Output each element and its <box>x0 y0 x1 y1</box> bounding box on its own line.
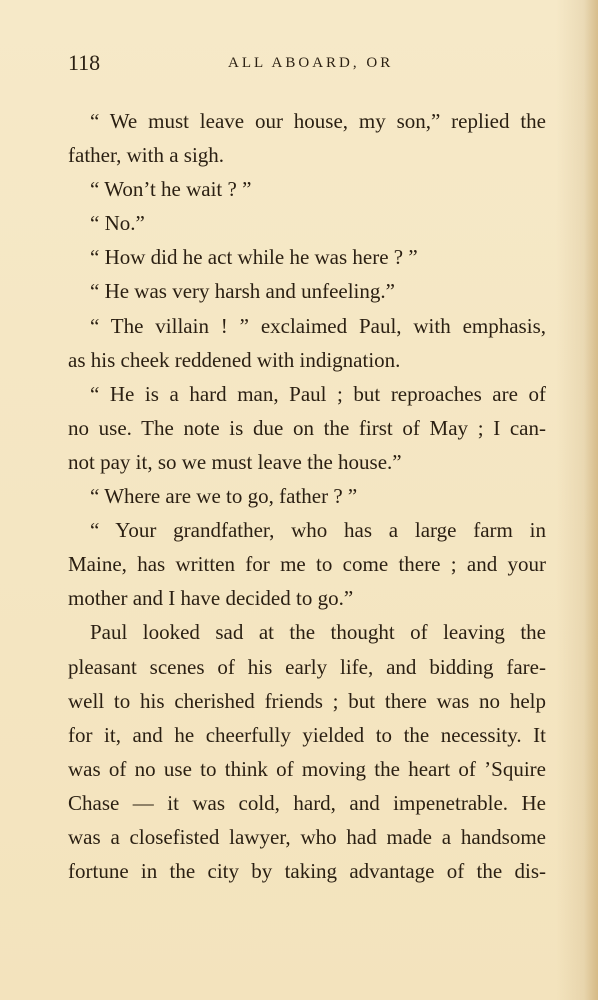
text-line: Maine, has written for me to come there ; and your <box>68 552 546 577</box>
text-line: “ The villain ! ” exclaimed Paul, with emphasis, <box>90 313 546 338</box>
text-line: “ He is a hard man, Paul ; but reproaches are of <box>90 381 546 406</box>
page-number: 118 <box>68 50 101 75</box>
text-line: for it, and he cheerfully yielded to the necessity. It <box>68 722 546 747</box>
text-line: father, with a sigh. <box>68 143 225 168</box>
text-line: as his cheek reddened with indignation. <box>68 347 401 372</box>
text-line: “ Won’t he wait ? ” <box>90 177 252 202</box>
text-line: Paul looked sad at the thought of leaving the <box>90 620 546 645</box>
text-line: “ Your grandfather, who has a large farm in <box>90 518 546 543</box>
text-line: “ No.” <box>90 211 145 236</box>
text-line: “ We must leave our house, my son,” replied the <box>90 109 546 133</box>
text-line: was of no use to think of moving the heart of ’Squire <box>68 756 546 781</box>
text-line: “ How did he act while he was here ? ” <box>90 245 418 270</box>
body-text <box>68 104 546 888</box>
text-line: “ He was very harsh and unfeeling.” <box>90 279 395 304</box>
text-line: “ Where are we to go, father ? ” <box>90 484 358 509</box>
text-line: Chase — it was cold, hard, and impenetrable. He <box>68 790 546 815</box>
text-line: was a closefisted lawyer, who had made a handsome <box>68 824 546 849</box>
running-head <box>68 50 533 80</box>
text-line: mother and I have decided to go.” <box>68 586 354 611</box>
text-line: not pay it, so we must leave the house.” <box>68 449 402 474</box>
text-line: no use. The note is due on the first of May ; I can- <box>68 415 546 440</box>
text-line: fortune in the city by taking advantage of the dis- <box>68 859 546 884</box>
running-title: ALL ABOARD, OR <box>228 55 394 71</box>
page-edge-shading <box>584 0 598 1000</box>
text-line: well to his cherished friends ; but there was no help <box>68 688 546 713</box>
text-line: pleasant scenes of his early life, and bidding fare- <box>68 654 546 679</box>
